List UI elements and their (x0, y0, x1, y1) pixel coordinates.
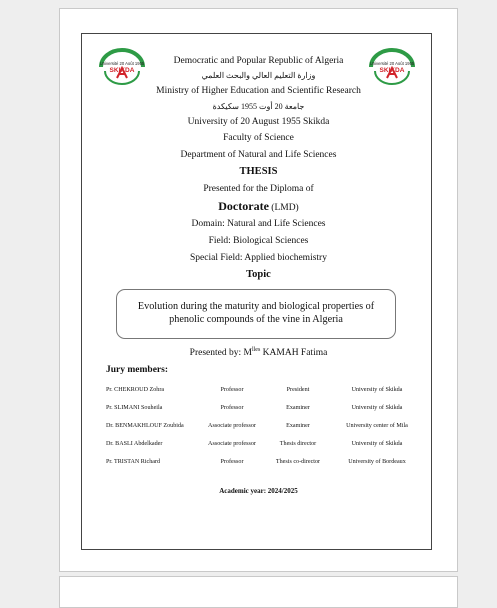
logo-name: SKIKDA (109, 67, 135, 74)
logo-top-text: Université 20 Août 1955 (99, 61, 145, 66)
jury-row (60, 387, 457, 397)
jury-name: Pr. CHEKROUD Zohra (106, 387, 165, 393)
jury-rank: Professor (220, 405, 244, 411)
ministry-title: Ministry of Higher Education and Scientific Research (156, 86, 361, 96)
topic-text: Evolution during the maturity and biological properties of phenolic compounds of the vine in Algeria (137, 301, 375, 325)
department-title: Department of Natural and Life Sciences (180, 150, 337, 160)
jury-rank: Associate professor (208, 441, 256, 447)
jury-name: Dr. BENMAKHLOUF Zoubida (106, 423, 184, 429)
university-title: University of 20 August 1955 Skikda (187, 117, 330, 127)
jury-role: President (286, 387, 310, 393)
degree-line (60, 200, 457, 214)
logo-top-text: Université 20 Août 1955 (369, 61, 415, 66)
jury-university: University of Bordeaux (348, 459, 406, 465)
degree-suffix: (LMD) (268, 203, 299, 213)
special-field-line: Special Field: Applied biochemistry (190, 253, 327, 263)
thesis-label: THESIS (239, 166, 278, 177)
jury-rank: Professor (220, 459, 244, 465)
jury-title: Jury members: (106, 365, 168, 375)
jury-name: Dr. BASLI Abdelkader (106, 441, 163, 447)
ministry-arabic: وزارة التعليم العالي والبحث العلمي (201, 71, 316, 80)
jury-name: Pr. SLIMANI Souheila (106, 405, 163, 411)
jury-university: University of Skikda (351, 405, 403, 411)
logo-name: SKIKDA (379, 67, 405, 74)
presented-for: Presented for the Diploma of (203, 184, 314, 194)
jury-rank: Associate professor (208, 423, 256, 429)
jury-row (60, 441, 457, 451)
next-page-edge (59, 576, 458, 608)
jury-role: Examiner (286, 405, 310, 411)
jury-role: Examiner (286, 423, 310, 429)
presenter-title-sup: lles (251, 347, 261, 353)
jury-university: University of Skikda (351, 441, 403, 447)
jury-role: Thesis co-director (275, 459, 321, 465)
country-title: Democratic and Popular Republic of Algeria (173, 56, 344, 66)
degree-name: Doctorate (218, 199, 269, 213)
presenter-name: KAMAH Fatima (260, 348, 328, 359)
jury-university: University center of Mila (346, 423, 408, 429)
presenter-prefix: Presented by: M (189, 348, 252, 359)
jury-university: University of Skikda (351, 387, 403, 393)
domain-line: Domain: Natural and Life Sciences (191, 219, 326, 229)
jury-rank: Professor (220, 387, 244, 393)
topic-label: Topic (246, 269, 271, 280)
jury-role: Thesis director (279, 441, 317, 447)
field-line: Field: Biological Sciences (208, 236, 309, 246)
topic-box (116, 289, 396, 339)
academic-year: Academic year: 2024/2025 (219, 487, 298, 495)
jury-row (60, 405, 457, 415)
jury-name: Pr. TRISTAN Richard (106, 459, 161, 465)
jury-row (60, 423, 457, 433)
document-page (59, 8, 458, 572)
presenter-line (60, 347, 457, 359)
faculty-title: Faculty of Science (223, 133, 294, 143)
jury-row (60, 459, 457, 469)
university-arabic: جامعة 20 أوت 1955 سكيكدة (212, 102, 305, 111)
